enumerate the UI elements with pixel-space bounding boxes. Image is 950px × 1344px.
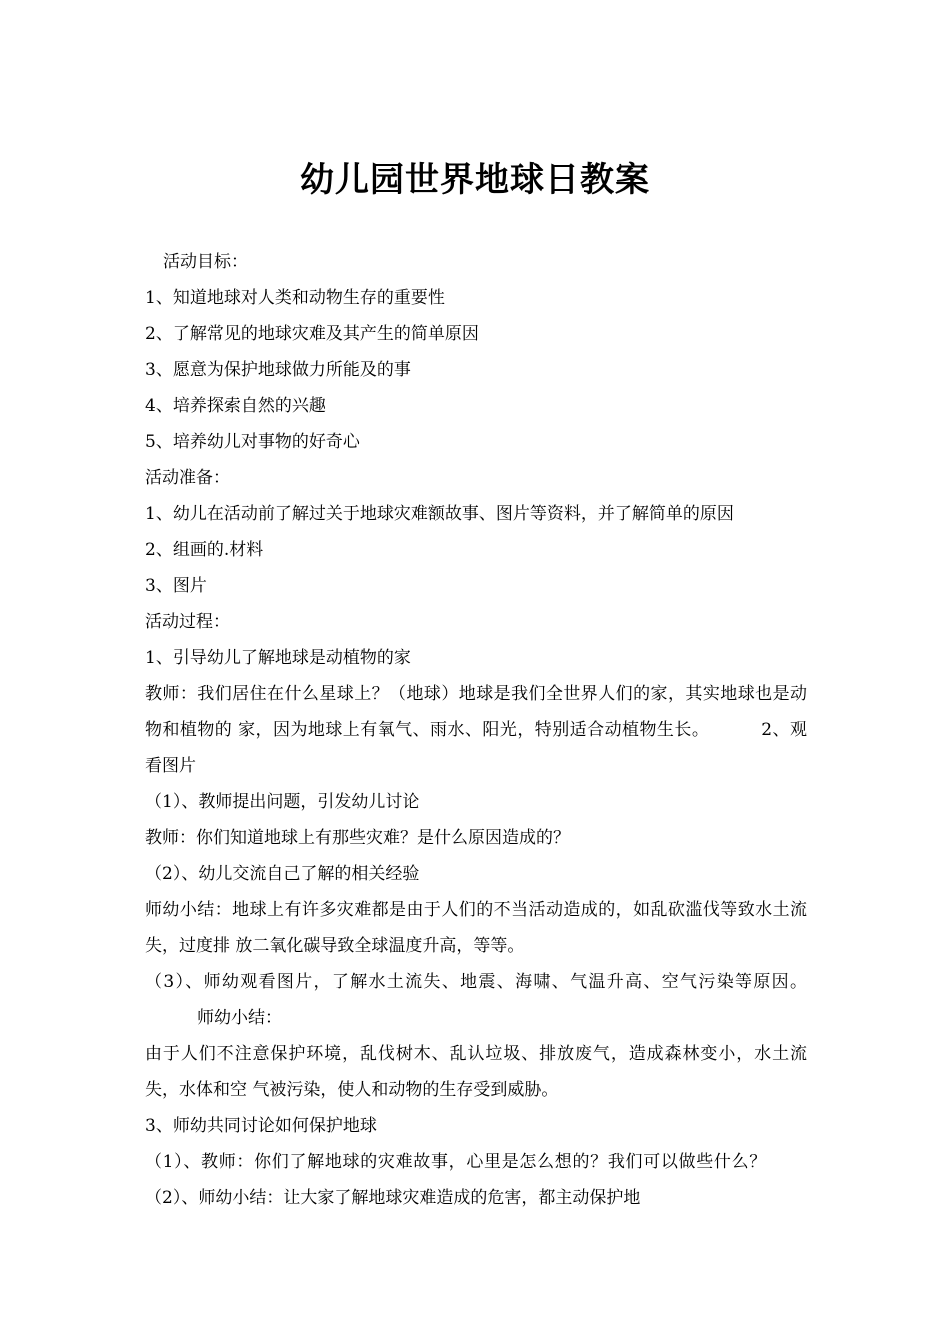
goal-item: 4、培养探索自然的兴趣 bbox=[145, 396, 326, 416]
step2-sub3-summary-text: 由于人们不注意保护环境，乱伐树木、乱认垃圾、排放废气，造成森林变小，水土流失，水体和空 气被污染，使人和动物的生存受到威胁。 bbox=[145, 1044, 807, 1100]
step3-sub1-text: （1）、教师：你们了解地球的灾难故事，心里是怎么想的？我们可以做些什么？ bbox=[145, 1152, 767, 1172]
process-heading: 活动过程： bbox=[145, 612, 230, 632]
step1-heading: 1、引导幼儿了解地球是动植物的家 bbox=[145, 648, 411, 668]
step2-sub1: （1）、教师提出问题，引发幼儿讨论 bbox=[145, 792, 420, 812]
step2-sub3-summary: 师幼小结： bbox=[197, 1008, 282, 1028]
step2-heading: 2、观看图片 bbox=[145, 720, 807, 776]
prep-item: 3、图片 bbox=[145, 576, 207, 596]
prep-item: 2、组画的.材料 bbox=[145, 540, 264, 560]
document-title: 幼儿园世界地球日教案 bbox=[300, 160, 650, 200]
step2-sub2-text: 师幼小结：地球上有许多灾难都是由于人们的不当活动造成的，如乱砍滥伐等致水土流失，过度排 放二氧化碳导致全球温度升高，等等。 bbox=[145, 900, 807, 956]
goal-item: 2、了解常见的地球灾难及其产生的简单原因 bbox=[145, 324, 479, 344]
step1-paragraph bbox=[145, 676, 807, 784]
step3-heading: 3、师幼共同讨论如何保护地球 bbox=[145, 1116, 377, 1136]
step2-sub2: （2）、幼儿交流自己了解的相关经验 bbox=[145, 864, 420, 884]
step2-sub1-text: 教师：你们知道地球上有那些灾难？是什么原因造成的？ bbox=[145, 828, 570, 848]
step3-sub2-text: （2）、师幼小结：让大家了解地球灾难造成的危害，都主动保护地 bbox=[145, 1188, 641, 1208]
step1-text: 教师：我们居住在什么星球上？（地球）地球是我们全世界人们的家，其实地球也是动物和植物的 家，因为地球上有氧气、雨水、阳光，特别适合动植物生长。 bbox=[145, 684, 807, 740]
goal-item: 1、知道地球对人类和动物生存的重要性 bbox=[145, 288, 445, 308]
step3-paragraph bbox=[145, 1144, 807, 1216]
document-body bbox=[145, 244, 807, 1216]
goals-heading: 活动目标： bbox=[163, 252, 248, 272]
goal-item: 5、培养幼儿对事物的好奇心 bbox=[145, 432, 360, 452]
step2-sub3-paragraph bbox=[145, 964, 807, 1036]
goal-item: 3、愿意为保护地球做力所能及的事 bbox=[145, 360, 411, 380]
prep-heading: 活动准备： bbox=[145, 468, 230, 488]
prep-item: 1、幼儿在活动前了解过关于地球灾难额故事、图片等资料，并了解简单的原因 bbox=[145, 504, 734, 524]
step2-sub3-text: （3）、师幼观看图片，了解水土流失、地震、海啸、气温升高、空气污染等原因。 bbox=[145, 972, 807, 992]
